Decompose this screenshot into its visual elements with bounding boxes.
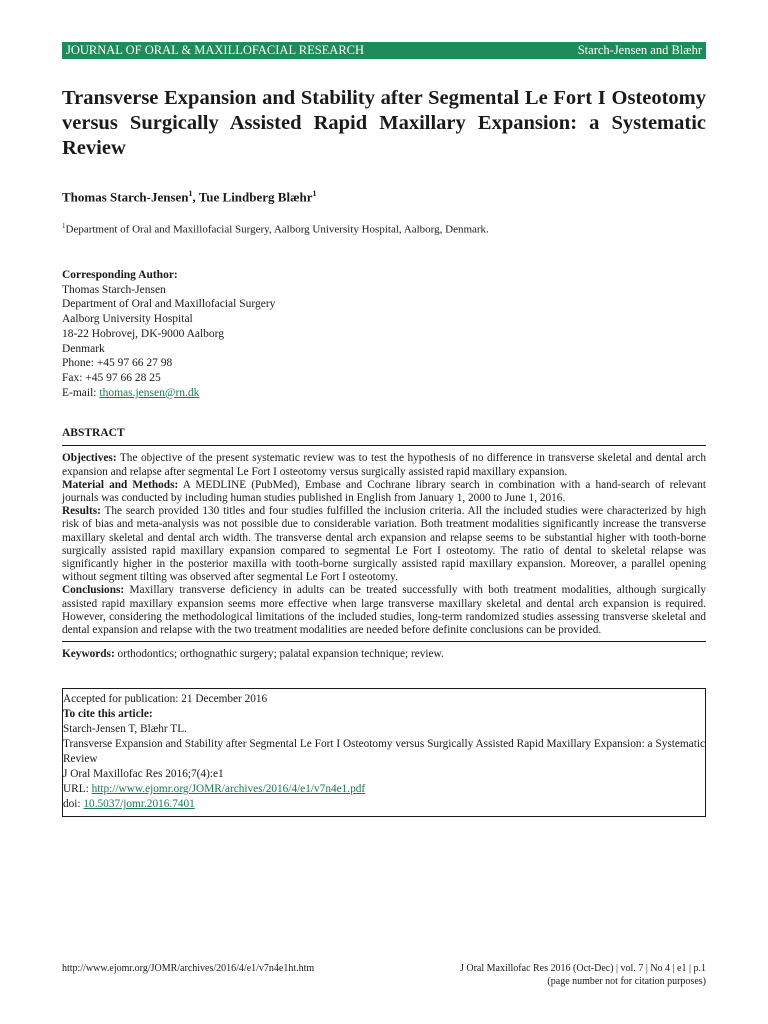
results-text: The search provided 130 titles and four studies fulfilled the inclusion criteria. All the included studies were characterized by high risk of bias and meta-analysis was not possible due to considerable variation. Both treatment modalities significantly increase the transverse maxillary skeletal and dental arch width. The transverse dental arch expansion and relapse seems to be substantial higher with tooth-borne surgically assisted rapid maxillary expansion compared to segmental Le Fort I osteotomy. The ratio of dental to skeletal relapse was significantly higher in the posterior maxilla with tooth-borne surgically assisted rapid maxillary expansion. Moreover, a parallel opening without segment tilting was observed after segmental Le Fort I osteotomy. bbox=[62, 505, 706, 584]
author-list bbox=[62, 189, 706, 205]
objectives-text: The objective of the present systematic review was to test the hypothesis of no difference in transverse skeletal and dental arch expansion and relapse after segmental Le Fort I osteotomy versus surgically assisted rapid maxillary expansion. bbox=[62, 452, 706, 478]
accepted-date: Accepted for publication: 21 December 2016 bbox=[63, 693, 268, 706]
journal-header-bar bbox=[62, 42, 706, 59]
article-url-link[interactable]: http://www.ejomr.org/JOMR/archives/2016/4/e1/v7n4e1.pdf bbox=[91, 783, 366, 796]
affiliation-marker: 1 bbox=[62, 222, 66, 231]
author-name: Thomas Starch-Jensen bbox=[62, 189, 189, 205]
author-name: Tue Lindberg Blæhr bbox=[198, 189, 313, 205]
abstract-conclusions bbox=[62, 584, 706, 637]
cite-title: Transverse Expansion and Stability after Segmental Le Fort I Osteotomy versus Surgically Assisted Rapid Maxillary Expansion: a Systematic Review bbox=[63, 738, 705, 766]
affiliation-marker: 1 bbox=[312, 189, 317, 198]
email-link[interactable]: thomas.jensen@rn.dk bbox=[99, 386, 200, 399]
corresponding-country: Denmark bbox=[62, 342, 105, 355]
affiliation-text: Department of Oral and Maxillofacial Surgery, Aalborg University Hospital, Aalborg, Denmark. bbox=[65, 223, 489, 236]
keywords-label: Keywords: bbox=[62, 648, 115, 661]
corresponding-hospital: Aalborg University Hospital bbox=[62, 313, 193, 326]
author-separator: , bbox=[192, 189, 199, 205]
affiliation-marker: 1 bbox=[188, 189, 193, 198]
results-label: Results: bbox=[62, 505, 101, 518]
affiliation bbox=[62, 222, 706, 236]
footer-url: http://www.ejomr.org/JOMR/archives/2016/4/e1/v7n4e1ht.htm bbox=[62, 963, 315, 974]
url-label: URL: bbox=[63, 783, 92, 796]
corresponding-phone: Phone: +45 97 66 27 98 bbox=[62, 357, 173, 370]
corresponding-author-block bbox=[62, 268, 706, 400]
corresponding-label: Corresponding Author: bbox=[62, 268, 178, 281]
footer-citation: J Oral Maxillofac Res 2016 (Oct-Dec) | vol. 7 | No 4 | e1 | p.1 bbox=[459, 963, 706, 974]
abstract-divider bbox=[62, 445, 706, 446]
cite-authors: Starch-Jensen T, Blæhr TL. bbox=[63, 723, 187, 736]
conclusions-text: Maxillary transverse deficiency in adults can be treated successfully with both treatment modalities, although surgically assisted rapid maxillary expansion seems more effective when large transverse maxillary skeletal and dental arch expansion is required. However, considering the methodological limitations of the included studies, long-term randomized studies assessing transverse skeletal and dental expansion and relapse with the two treatment modalities are needed before definite conclusions can be provided. bbox=[62, 584, 706, 636]
methods-label: Material and Methods: bbox=[62, 478, 179, 491]
corresponding-address: 18-22 Hobrovej, DK-9000 Aalborg bbox=[62, 327, 225, 340]
citation-box bbox=[62, 688, 706, 817]
email-label: E-mail: bbox=[62, 386, 100, 399]
footer-note: (page number not for citation purposes) bbox=[547, 976, 706, 987]
keywords-divider bbox=[62, 641, 706, 642]
cite-doi-line bbox=[63, 797, 705, 812]
abstract-objectives bbox=[62, 452, 706, 478]
cite-label: To cite this article: bbox=[63, 708, 153, 721]
running-authors: Starch-Jensen and Blæhr bbox=[577, 43, 702, 57]
keywords bbox=[62, 648, 706, 660]
keywords-text: orthodontics; orthognathic surgery; palatal expansion technique; review. bbox=[114, 648, 444, 661]
corresponding-fax: Fax: +45 97 66 28 25 bbox=[62, 371, 161, 384]
doi-link[interactable]: 10.5037/jomr.2016.7401 bbox=[83, 798, 195, 811]
article-page bbox=[62, 42, 706, 817]
footer-journal-ref bbox=[460, 962, 706, 988]
abstract-results bbox=[62, 505, 706, 584]
corresponding-department: Department of Oral and Maxillofacial Surgery bbox=[62, 298, 276, 311]
corresponding-email-line bbox=[62, 386, 706, 401]
corresponding-name: Thomas Starch-Jensen bbox=[62, 283, 166, 296]
abstract-body bbox=[62, 452, 706, 637]
cite-journal: J Oral Maxillofac Res 2016;7(4):e1 bbox=[63, 768, 224, 781]
methods-text: A MEDLINE (PubMed), Embase and Cochrane library search in combination with a hand-search of relevant journals was conducted by including human studies published in English from January 1, 2000 to June 1, 2016. bbox=[62, 478, 706, 504]
abstract-heading: ABSTRACT bbox=[62, 427, 125, 440]
article-title: Transverse Expansion and Stability after Segmental Le Fort I Osteotomy versus Surgically Assisted Rapid Maxillary Expansion: a Systematic Review bbox=[62, 87, 706, 159]
journal-name: JOURNAL OF ORAL & MAXILLOFACIAL RESEARCH bbox=[66, 43, 365, 57]
doi-label: doi: bbox=[63, 798, 84, 811]
cite-url-line bbox=[63, 782, 705, 797]
abstract-methods bbox=[62, 479, 706, 505]
objectives-label: Objectives: bbox=[62, 452, 117, 465]
conclusions-label: Conclusions: bbox=[62, 584, 125, 597]
